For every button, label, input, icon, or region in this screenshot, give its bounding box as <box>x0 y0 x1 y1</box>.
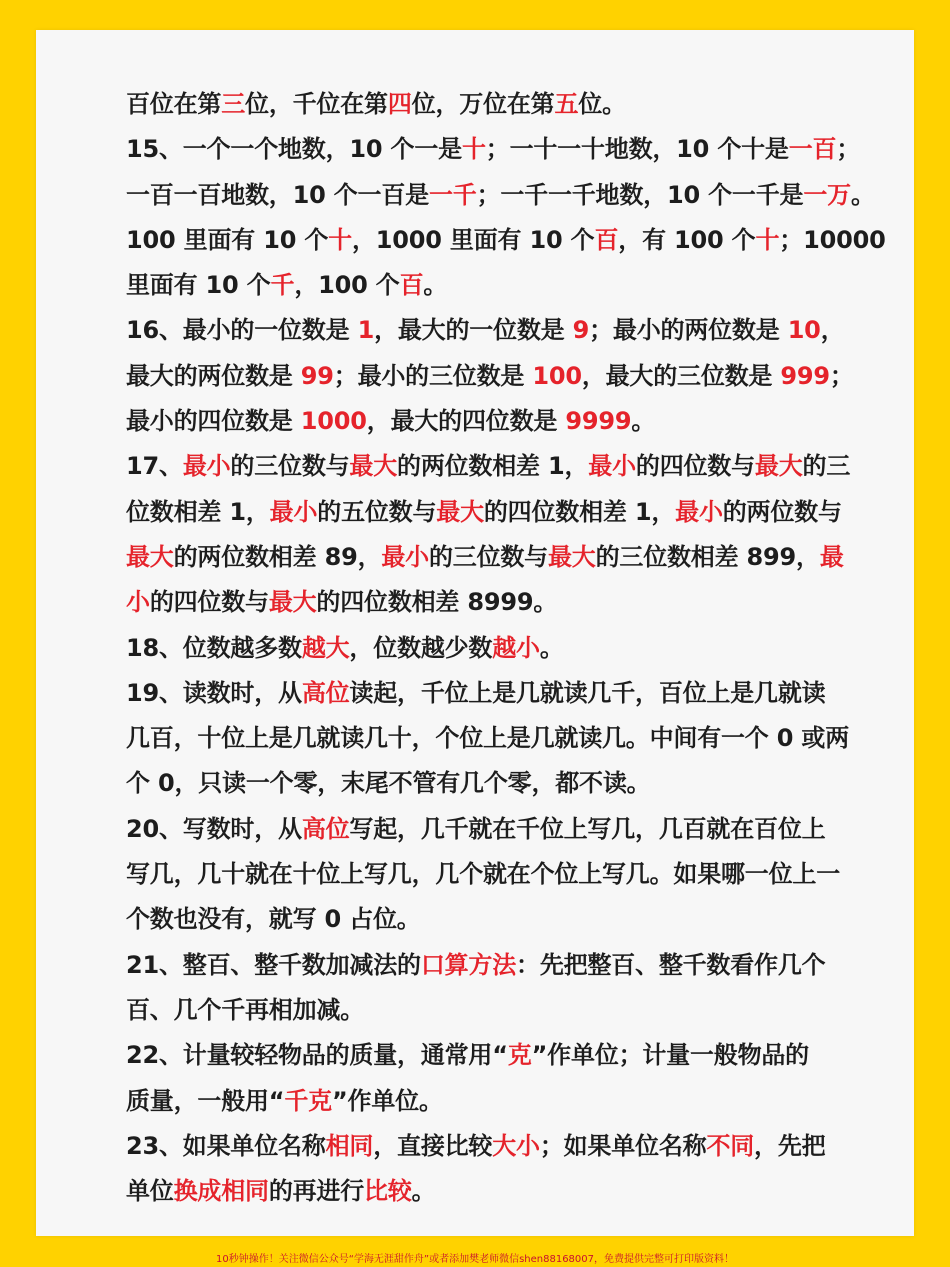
body-text: ； <box>829 361 854 390</box>
highlight-text: 1 <box>357 316 375 345</box>
text-line <box>126 490 851 535</box>
body-text: 几百，十位上是几就读几十，个位上是几就读几。中间有一个 0 或两 <box>126 724 850 753</box>
text-line <box>126 988 851 1033</box>
body-text: 。 <box>539 633 564 662</box>
body-text: 的四位数相差 8999。 <box>316 588 558 617</box>
body-text: 17、 <box>126 452 183 481</box>
highlight-text: 最大 <box>547 542 596 571</box>
text-line <box>126 399 851 444</box>
body-text: ，最大的四位数是 <box>366 407 566 436</box>
body-text: 。 <box>411 1177 436 1206</box>
highlight-text: 最大 <box>349 452 398 481</box>
body-text: 一百一百地数，10 个一百是 <box>126 180 429 209</box>
text-line <box>126 852 851 897</box>
body-text: ，位数越少数 <box>349 633 493 662</box>
body-text: ， <box>820 316 845 345</box>
text-line <box>126 897 851 942</box>
body-text: 个数也没有，就写 0 占位。 <box>126 905 421 934</box>
highlight-text: 越大 <box>301 633 350 662</box>
body-text: 20、写数时，从 <box>126 814 302 843</box>
body-text: 的三位数相差 899， <box>595 542 820 571</box>
body-text: ”作单位；计量一般物品的 <box>531 1041 809 1070</box>
body-text: 的三位数与 <box>428 542 548 571</box>
body-text: 写起，几千就在千位上写几，几百就在百位上 <box>349 814 826 843</box>
highlight-text: 不同 <box>706 1131 755 1160</box>
highlight-text: 克 <box>507 1041 532 1070</box>
body-text: ，直接比较 <box>373 1131 493 1160</box>
body-text: 的两位数与 <box>722 497 842 526</box>
body-text: 位，千位在第 <box>245 90 388 118</box>
highlight-text: 最大 <box>268 588 317 617</box>
body-text: 位，万位在第 <box>411 90 555 118</box>
body-text: 写几，几十就在十位上写几，几个就在个位上写几。如果哪一位上一 <box>126 860 840 889</box>
body-text: 。 <box>631 407 656 436</box>
highlight-text: 相同 <box>325 1131 374 1160</box>
text-line <box>126 761 851 806</box>
text-line <box>126 308 851 353</box>
body-text: ；一十一十地数，10 个十是 <box>485 135 789 164</box>
highlight-text: 口算方法 <box>420 950 517 979</box>
body-text: 质量，一般用“ <box>126 1086 285 1115</box>
body-text: ，先把 <box>754 1131 826 1160</box>
body-text: ：先把整百、整千数看作几个 <box>516 950 826 979</box>
body-text: 位数相差 1， <box>126 497 270 526</box>
body-text: ，100 个 <box>294 271 400 300</box>
body-text: ；一千一千地数，10 个一千是 <box>476 180 804 209</box>
body-text: 单位 <box>126 1177 174 1206</box>
body-text: 百位在第 <box>126 90 222 118</box>
highlight-text: 小 <box>126 588 150 617</box>
highlight-text: 五 <box>554 90 579 118</box>
text-line <box>126 943 851 988</box>
highlight-text: 最小 <box>182 452 231 481</box>
highlight-text: 一百 <box>788 135 837 164</box>
text-line <box>126 82 851 127</box>
highlight-text: 最大 <box>436 497 484 526</box>
text-line <box>126 1033 851 1078</box>
highlight-text: 三 <box>221 90 246 118</box>
document-text <box>126 82 886 1214</box>
highlight-text: 最小 <box>675 497 723 526</box>
highlight-text: 9 <box>572 316 590 345</box>
highlight-text: 最小 <box>588 452 636 481</box>
body-text: ”作单位。 <box>331 1086 443 1115</box>
highlight-text: 千克 <box>284 1086 332 1115</box>
highlight-text: 一千 <box>428 180 477 209</box>
body-text: 的再进行 <box>268 1177 365 1206</box>
body-text: ；最小的三位数是 <box>333 361 533 390</box>
text-line <box>126 354 854 399</box>
text-line <box>126 263 851 308</box>
body-text: ，最大的一位数是 <box>374 316 573 345</box>
highlight-text: 十 <box>755 225 780 254</box>
body-text: 的两位数相差 89， <box>173 542 382 571</box>
text-line <box>126 444 851 489</box>
body-text: 21、整百、整千数加减法的 <box>126 950 421 979</box>
body-text: 个 0，只读一个零，末尾不管有几个零，都不读。 <box>126 769 651 798</box>
body-text: 22、计量较轻物品的质量，通常用“ <box>126 1041 508 1070</box>
highlight-text: 百 <box>399 271 424 300</box>
body-text: 最小的四位数是 <box>126 407 301 436</box>
body-text: 23、如果单位名称 <box>126 1131 326 1160</box>
body-text: 的四位数相差 1， <box>483 497 676 526</box>
body-text: 的两位数相差 1， <box>397 452 589 481</box>
highlight-text: 10 <box>787 316 821 345</box>
highlight-text: 比较 <box>364 1177 412 1206</box>
highlight-text: 一万 <box>803 180 851 209</box>
body-text: 。 <box>850 180 875 209</box>
highlight-text: 最小 <box>269 497 318 526</box>
body-text: 的三 <box>802 452 851 481</box>
document-card <box>36 30 914 1236</box>
body-text: 15、一个一个地数，10 个一是 <box>126 135 462 164</box>
highlight-text: 最大 <box>126 542 174 571</box>
body-text: ； <box>836 135 861 164</box>
text-line <box>126 218 886 263</box>
text-line <box>126 1079 851 1124</box>
body-text: 18、位数越多数 <box>126 633 302 662</box>
highlight-text: 100 <box>532 361 582 390</box>
text-line <box>126 535 851 580</box>
body-text: 的五位数与 <box>317 497 437 526</box>
text-line <box>126 173 875 218</box>
highlight-text: 越小 <box>492 633 540 662</box>
body-text: 。 <box>423 271 448 300</box>
highlight-text: 最大 <box>754 452 803 481</box>
highlight-text: 大小 <box>492 1131 540 1160</box>
body-text: ；最小的两位数是 <box>589 316 788 345</box>
footer-notice: 10秒钟操作！关注微信公众号“学海无涯甜作舟”或者添加樊老师微信shen88168007，免费提供完整可打印版资料！ <box>215 1254 735 1265</box>
body-text: 位。 <box>578 90 626 118</box>
text-line <box>126 626 851 671</box>
highlight-text: 999 <box>780 361 830 390</box>
body-text: ；如果单位名称 <box>539 1131 707 1160</box>
body-text: 16、最小的一位数是 <box>126 316 358 345</box>
text-line <box>126 1169 851 1214</box>
text-line <box>126 127 861 172</box>
body-text: 的四位数与 <box>635 452 755 481</box>
body-text: 的三位数与 <box>230 452 350 481</box>
highlight-text: 9999 <box>565 407 632 436</box>
body-text: 的四位数与 <box>149 588 269 617</box>
highlight-text: 高位 <box>301 814 350 843</box>
body-text: 百、几个千再相加减。 <box>126 995 364 1024</box>
highlight-text: 十 <box>328 225 352 254</box>
highlight-text: 百 <box>594 225 619 254</box>
highlight-text: 换成相同 <box>173 1177 269 1206</box>
body-text: 100 里面有 10 个 <box>126 225 329 254</box>
body-text: ，最大的三位数是 <box>581 361 781 390</box>
body-text: 里面有 10 个 <box>126 271 271 300</box>
highlight-text: 最 <box>819 542 844 571</box>
highlight-text: 最小 <box>381 542 429 571</box>
text-line <box>126 1124 851 1169</box>
body-text: ；10000 <box>779 225 886 254</box>
body-text: 最大的两位数是 <box>126 361 301 390</box>
highlight-text: 高位 <box>301 678 350 707</box>
body-text: ，有 100 个 <box>618 225 756 254</box>
text-line <box>126 716 851 761</box>
body-text: 19、读数时，从 <box>126 678 302 707</box>
body-text: ，1000 里面有 10 个 <box>351 225 595 254</box>
highlight-text: 99 <box>300 361 334 390</box>
text-line <box>126 807 851 852</box>
highlight-text: 千 <box>270 271 295 300</box>
body-text: 读起，千位上是几就读几千，百位上是几就读 <box>349 678 826 707</box>
text-line <box>126 671 851 716</box>
highlight-text: 四 <box>387 90 412 118</box>
highlight-text: 1000 <box>300 407 367 436</box>
highlight-text: 十 <box>461 135 486 164</box>
text-line <box>126 580 851 625</box>
